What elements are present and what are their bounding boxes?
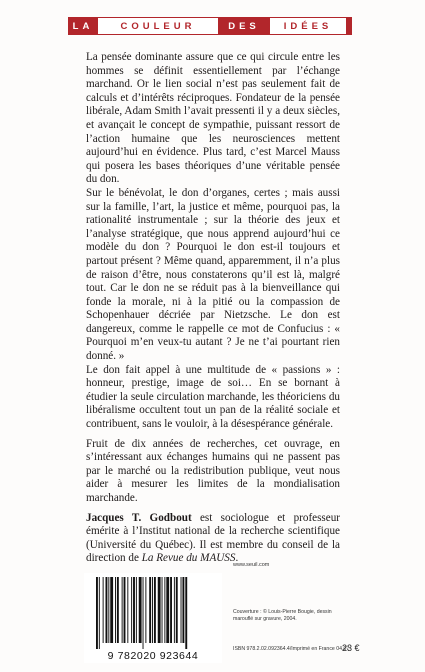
author-bio-text: est sociologue et professeur émérite à l’Institut national de la recherche scientifique (Université du Québec). Il est membre du conseil de la direction de (86, 511, 340, 565)
barcode-bars (96, 577, 210, 649)
author-name: Jacques T. Godbout (86, 511, 192, 524)
barcode-bar (117, 577, 119, 643)
barcode-bar (136, 577, 137, 643)
series-band-end (346, 17, 352, 35)
series-word-la: LA (68, 17, 98, 35)
barcode-bar (145, 577, 146, 643)
blurb-paragraph-3: Le don fait appel à une multitude de « passions » : honneur, prestige, image de soi… En se bornant à étudier la seule circulation marchande, les théoriciens du libéralisme occultent tout un pan de la réalité sociale et contribuent, sans le vouloir, à la désespérance générale. (86, 363, 340, 431)
barcode-bar (185, 577, 187, 649)
barcode-bar (143, 577, 144, 649)
barcode-bar (149, 577, 151, 643)
journal-title: La Revue du MAUSS (141, 552, 236, 565)
barcode-bar (158, 577, 161, 643)
barcode-bar (170, 577, 172, 643)
publisher-website: www.seuil.com (233, 562, 270, 568)
barcode-bar (133, 577, 135, 643)
barcode-bar (122, 577, 123, 643)
cover-credit: Couverture : © Louis-Pierre Bougie, dessin marouflé sur gravure, 2004. (233, 609, 332, 622)
blurb-paragraph-4: Fruit de dix années de recherches, cet ouvrage, en s’intéressant aux échanges humains qui ne passent pas par le marché ou la redistribution publique, veut nous aider à mesurer les limites de la mondialisation marchande. (86, 437, 340, 504)
barcode-bar (174, 577, 175, 643)
barcode-bar (162, 577, 163, 643)
barcode-bar (99, 577, 100, 649)
barcode-bar (103, 577, 104, 643)
price: 23 € (342, 643, 360, 653)
series-word-couleur: COULEUR (98, 17, 218, 35)
blurb-paragraph-2: Sur le bénévolat, le don d’organes, certes ; mais aussi sur la famille, l’art, la justice et même, pourquoi pas, la rationalité instrumentale ; sur la théorie des jeux et l’analyse stratégique, que nous apprend aujourd’hui ce modèle du don ? Pourquoi le don est-il toujours et partout présent ? Même quand, apparemment, il n’a plus de raison d’être, nous constaterons qu’il est là, malgré tout. Car le don ne se réduit pas à la bienveillance qui fonde la morale, ni à la pitié ou la compassion de Schopenhauer décriée par Nietzsche. Le don est dangereux, comme le rappelle ce mot de Confucius : « Pourquoi m’en veux-tu autant ? Je ne t’ai pourtant rien donné. » (86, 186, 340, 363)
barcode-digits: 9 782020 923644 (107, 650, 199, 662)
barcode-bar (115, 577, 116, 643)
isbn-barcode (84, 573, 222, 663)
barcode-bar (127, 577, 128, 643)
barcode-bar (139, 577, 142, 643)
barcode-bar (131, 577, 132, 643)
author-bio (86, 512, 340, 566)
series-word-idees: IDÉES (270, 17, 346, 35)
author-bio-end: . (235, 552, 239, 565)
blurb-paragraph-1: La pensée dominante assure que ce qui circule entre les hommes se définit essentiellement par l’échange marchand. Or le lien social n’est pas seulement fait de calculs et d’intérêts réciproques. Fondateur de la pensée libérale, Adam Smith l’avait pressenti il y a deux siècles, et avançait le concept de sympathie, puissant ressort de l’action humaine que les neurosciences mettent aujourd’hui en évidence. Plus tard, c’est Marcel Mauss qui posera les bases théoriques d’une véritable pensée du don. (86, 51, 340, 186)
barcode-bar (124, 577, 126, 643)
barcode-bar (106, 577, 108, 643)
barcode-bar (181, 577, 182, 643)
barcode-bar (108, 577, 109, 643)
barcode-bar (152, 577, 153, 643)
barcode-bar (166, 577, 169, 643)
barcode-bar (182, 577, 184, 643)
series-word-des: DES (218, 17, 270, 35)
series-header-band (68, 17, 352, 35)
isbn-line: ISBN 978.2.02.092364.4/Imprimé en France 04.07 (233, 646, 350, 652)
barcode-bar (96, 577, 98, 649)
barcode-bar (176, 577, 178, 643)
barcode-bar (164, 577, 165, 643)
barcode-bar (154, 577, 156, 643)
blurb-text (86, 51, 340, 572)
barcode-bar (110, 577, 113, 643)
